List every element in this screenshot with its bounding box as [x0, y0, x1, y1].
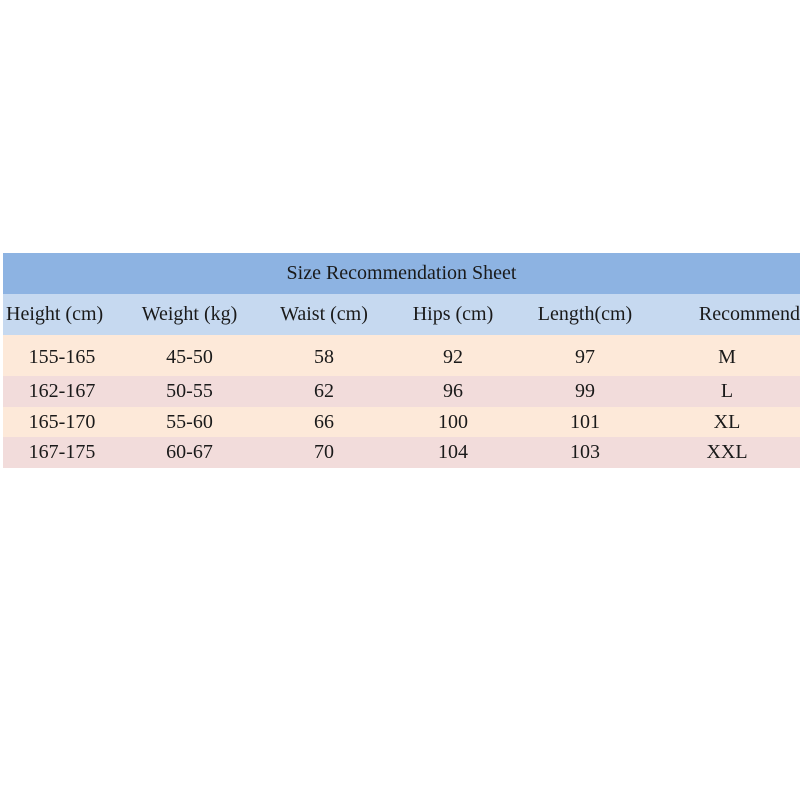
cell-weight: 55-60 [166, 410, 213, 433]
cell-recommend: L [720, 380, 734, 402]
cell-height: 167-175 [28, 441, 96, 463]
header-hips: Hips (cm) [412, 303, 494, 325]
size-recommendation-table [3, 253, 800, 468]
table-row [3, 437, 800, 468]
cell-waist: 66 [314, 410, 334, 433]
cell-weight: 50-55 [166, 380, 213, 402]
table-row [3, 407, 800, 437]
header-recommend: Recommend [698, 303, 800, 325]
cell-length: 103 [570, 441, 600, 463]
cell-weight: 45-50 [166, 345, 213, 368]
header-height: Height (cm) [6, 303, 104, 325]
cell-length: 101 [570, 410, 600, 433]
cell-waist: 62 [314, 380, 334, 402]
cell-recommend: XXL [706, 441, 748, 463]
header-weight: Weight (kg) [141, 303, 238, 325]
cell-height: 162-167 [28, 380, 96, 402]
table-row [3, 335, 800, 376]
cell-recommend: XL [713, 410, 741, 433]
table-header-row [3, 294, 800, 335]
cell-length: 99 [575, 380, 595, 402]
cell-length: 97 [575, 345, 595, 368]
cell-hips: 100 [438, 410, 468, 433]
cell-height: 155-165 [28, 345, 96, 368]
table-title: Size Recommendation Sheet [3, 253, 800, 294]
cell-weight: 60-67 [166, 441, 213, 463]
cell-recommend: M [718, 345, 736, 368]
cell-hips: 96 [443, 380, 463, 402]
cell-height: 165-170 [28, 410, 96, 433]
cell-hips: 104 [438, 441, 468, 463]
cell-waist: 70 [314, 441, 334, 463]
cell-hips: 92 [443, 345, 463, 368]
header-length: Length(cm) [537, 303, 633, 325]
table-row [3, 376, 800, 407]
cell-waist: 58 [314, 345, 334, 368]
header-waist: Waist (cm) [280, 303, 368, 325]
